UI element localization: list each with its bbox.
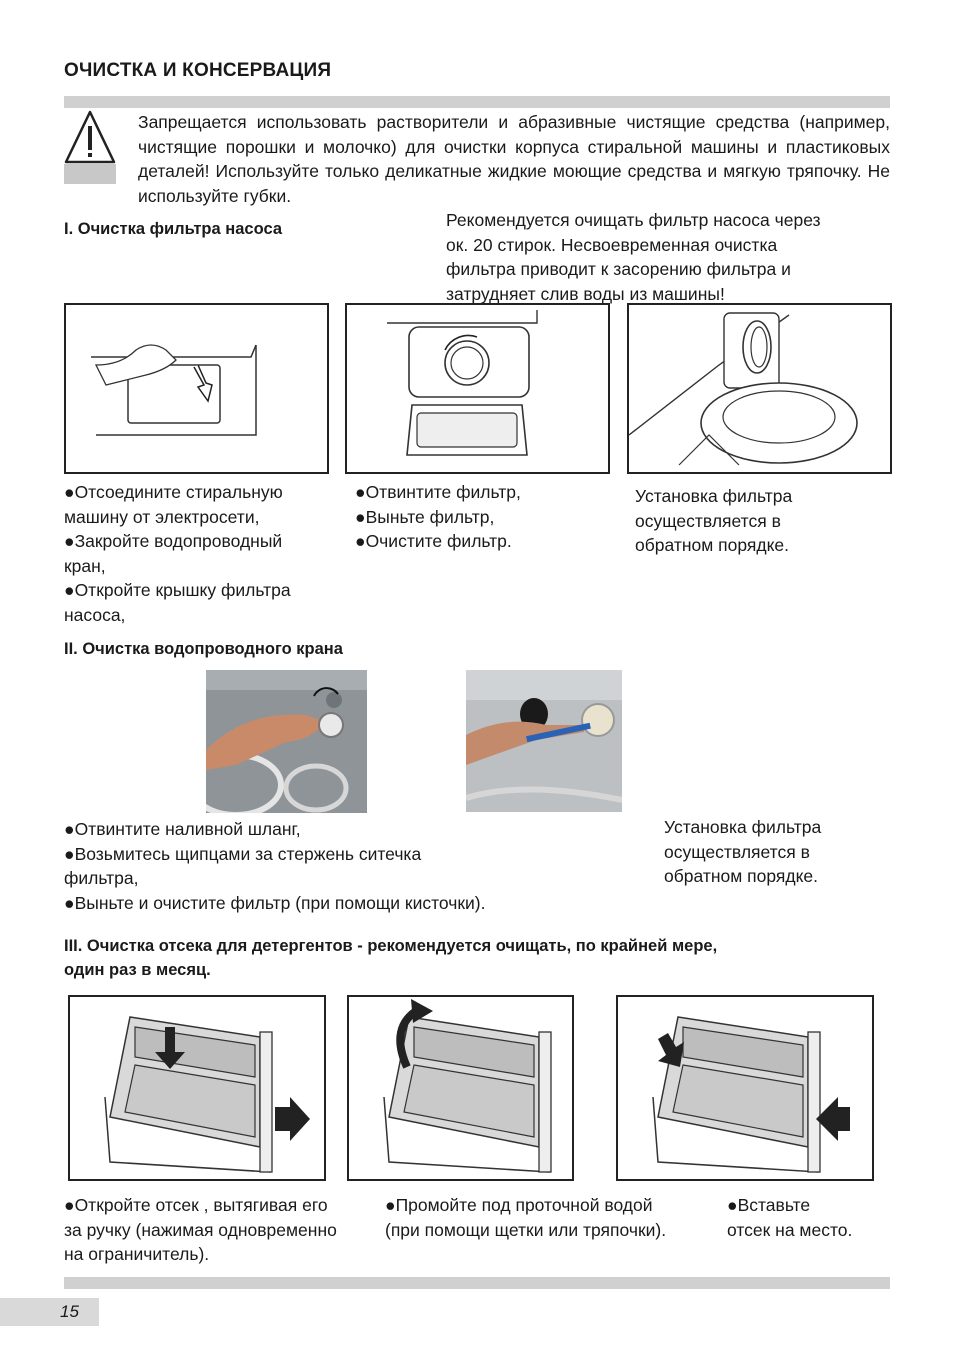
text-line: ●Промойте под проточной водой [385,1195,653,1215]
text-line: отсек на место. [727,1219,853,1240]
section3-steps-col2 [385,1193,725,1242]
text-line: Рекомендуется очищать фильтр насоса через [446,210,821,230]
bottom-divider [64,1277,890,1289]
text-line: на ограничитель). [64,1244,210,1264]
top-divider [64,96,890,108]
page-number-box [0,1298,99,1326]
section2-note [664,815,894,889]
text-line: обратном порядке. [635,535,790,555]
text-line: III. Очистка отсека для детергентов - рекомендуется очищать, по крайней мере, [64,937,718,955]
photo-tongs-filter [466,670,622,812]
figure-insert-drawer [616,995,874,1181]
page-title: ОЧИСТКА И КОНСЕРВАЦИЯ [64,60,332,81]
page-number: 15 [60,1302,79,1321]
text-line: насоса, [64,604,126,625]
text-line: фильтра приводит к засорению фильтра и [446,259,791,279]
warning-triangle-icon [64,108,116,184]
text-line: Установка фильтра [664,817,822,837]
section3-steps-col3 [727,1193,887,1242]
text-line: машину от электросети, [64,506,260,527]
text-line: ●Отвинтите наливной шланг, [64,819,301,839]
text-line: ●Возьмитесь щипцами за стержень ситечка [64,843,422,864]
text-line: обратном порядке. [664,866,819,886]
section1-steps-col2 [355,480,605,554]
text-line: осуществляется в [664,841,810,862]
text-line: кран, [64,555,106,576]
text-line: Установка фильтра [635,486,793,506]
text-line: ●Закройте водопроводный [64,531,283,551]
figure-wash-drawer [347,995,574,1181]
text-line: ●Откройте отсек , вытягивая его [64,1195,328,1215]
text-line: ●Вставьте [727,1195,811,1215]
section3-heading [64,934,894,982]
text-line: (при помощи щетки или тряпочки). [385,1219,667,1240]
section3-steps-col1 [64,1193,384,1267]
section1-steps-col1 [64,480,339,627]
section1-note [446,208,896,306]
text-line: фильтра, [64,868,139,888]
warning-text: Запрещается использовать растворители и абразивные чистящие средства (например, чистящие порошки и молочко) для очистки корпуса стиральной машины и пластиковых деталей! Используйте только деликатные жидкие моющие средства и мягкую тряпочку. Не используйте губки. [138,112,890,206]
section2-steps [64,817,654,915]
section1-steps-col3 [635,484,885,558]
section1-heading: I. Очистка фильтра насоса [64,220,282,238]
figure-remove-filter [627,303,892,474]
section2-heading: II. Очистка водопроводного крана [64,640,343,658]
text-line: ок. 20 стирок. Несвоевременная очистка [446,234,778,255]
text-line: один раз в месяц. [64,961,211,979]
figure-open-filter-cover [64,303,329,474]
text-line: ●Выньте и очистите фильтр (при помощи кисточки). [64,892,486,913]
text-line: ●Отсоедините стиральную [64,482,283,502]
text-line: ●Выньте фильтр, [355,506,495,527]
figure-pull-drawer [68,995,326,1181]
text-line: за ручку (нажимая одновременно [64,1219,337,1240]
photo-unscrew-hose [206,670,367,813]
text-line: затрудняет слив воды из машины! [446,283,725,304]
figure-unscrew-filter [345,303,610,474]
text-line: ●Откройте крышку фильтра [64,580,291,600]
text-line: осуществляется в [635,510,781,531]
text-line: ●Очистите фильтр. [355,531,512,551]
text-line: ●Отвинтите фильтр, [355,482,521,502]
